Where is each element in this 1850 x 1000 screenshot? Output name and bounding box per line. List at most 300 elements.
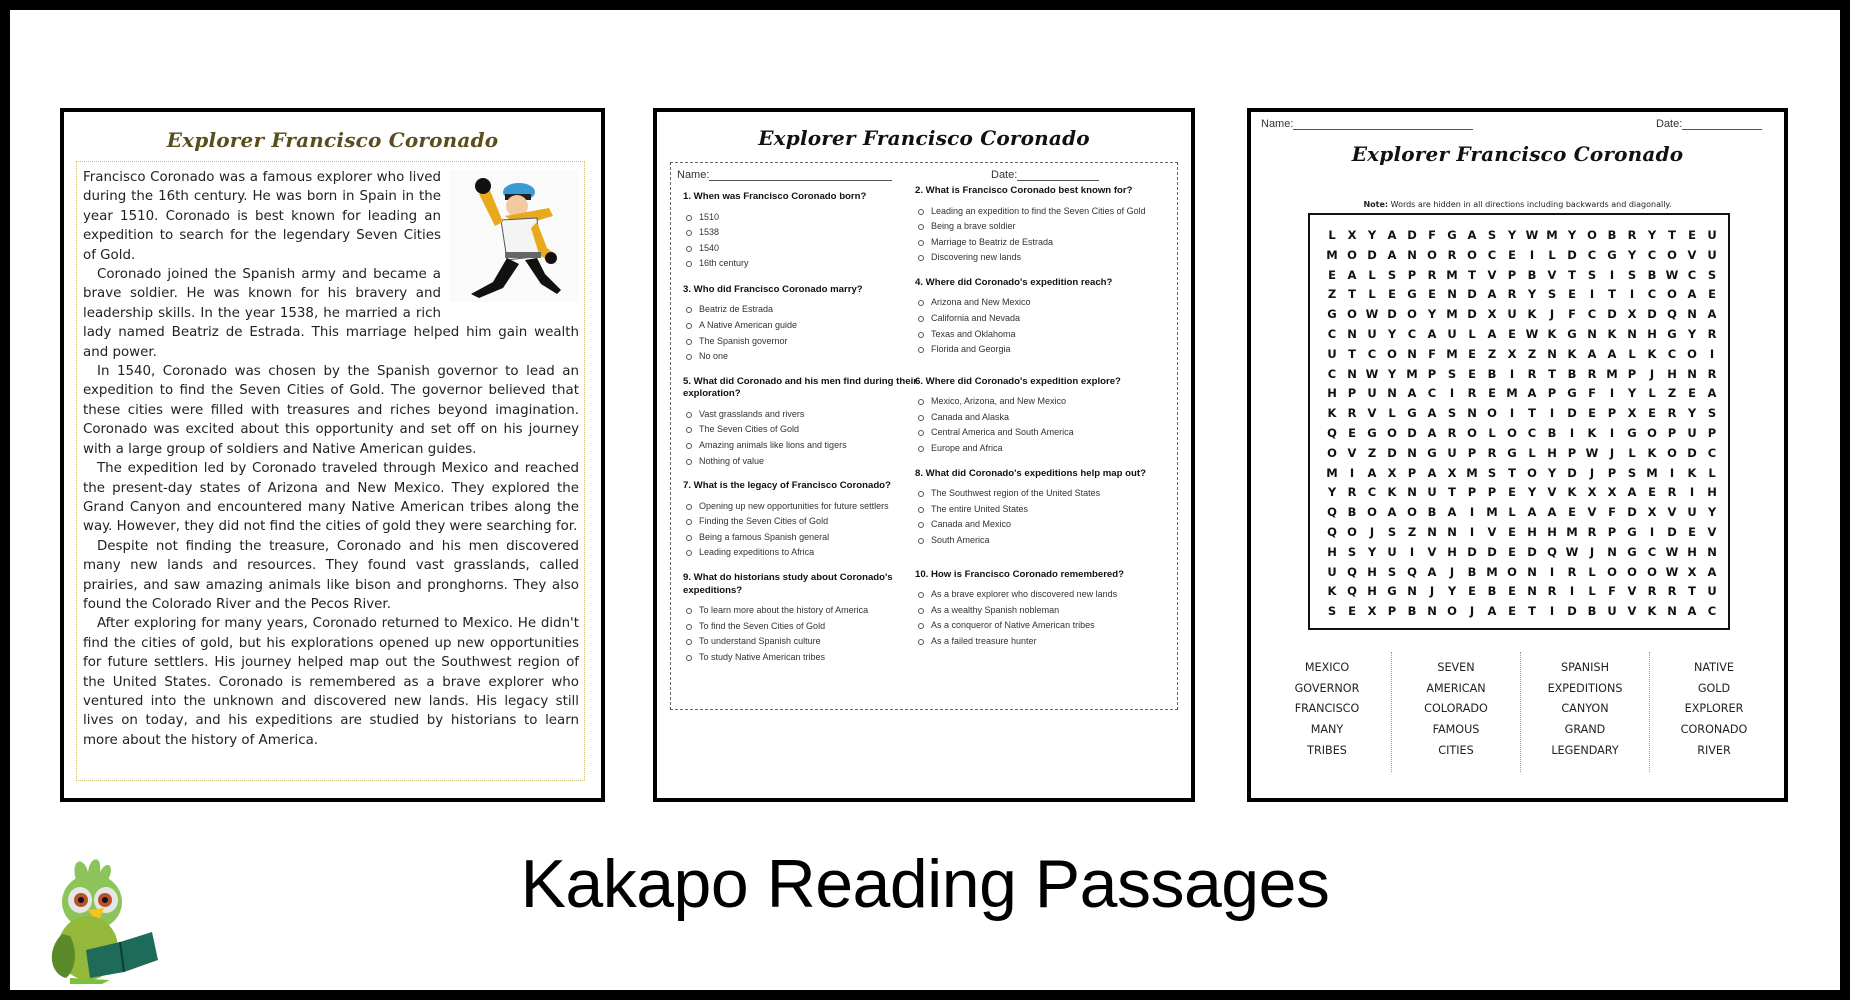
grid-letter[interactable]: E xyxy=(1508,247,1516,262)
grid-letter[interactable]: A xyxy=(1467,228,1477,242)
grid-letter[interactable]: E xyxy=(1508,584,1516,599)
answer-option[interactable] xyxy=(918,252,1160,264)
grid-letter[interactable]: M xyxy=(1466,465,1478,480)
grid-letter[interactable]: V xyxy=(1587,505,1597,520)
grid-letter[interactable]: S xyxy=(1447,366,1457,381)
answer-option[interactable] xyxy=(918,221,1160,233)
grid-letter[interactable]: I xyxy=(1509,406,1515,421)
grid-letter[interactable]: I xyxy=(1449,386,1455,401)
grid-letter[interactable]: N xyxy=(1627,326,1637,341)
grid-letter[interactable]: N xyxy=(1467,406,1477,421)
grid-letter[interactable]: H xyxy=(1327,386,1337,401)
grid-letter[interactable]: C xyxy=(1427,386,1437,401)
grid-letter[interactable]: N xyxy=(1347,366,1357,381)
word-search-page[interactable] xyxy=(1247,108,1788,802)
grid-letter[interactable]: V xyxy=(1347,445,1357,460)
grid-letter[interactable]: J xyxy=(1609,445,1615,460)
grid-letter[interactable]: D xyxy=(1527,544,1537,559)
grid-letter[interactable]: I xyxy=(1609,386,1615,401)
grid-letter[interactable]: A xyxy=(1627,485,1637,500)
grid-letter[interactable]: V xyxy=(1627,584,1637,599)
grid-letter[interactable]: F xyxy=(1588,386,1596,401)
grid-letter[interactable]: A xyxy=(1547,505,1557,520)
answer-option[interactable] xyxy=(918,589,1160,601)
grid-letter[interactable]: D xyxy=(1487,544,1497,559)
grid-letter[interactable]: R xyxy=(1447,247,1457,262)
grid-letter[interactable]: J xyxy=(1589,544,1595,559)
grid-letter[interactable]: Q xyxy=(1347,564,1357,579)
grid-letter[interactable]: S xyxy=(1707,406,1717,421)
grid-letter[interactable]: M xyxy=(1446,267,1458,282)
grid-letter[interactable]: T xyxy=(1348,346,1356,361)
grid-letter[interactable]: M xyxy=(1646,465,1658,480)
grid-letter[interactable]: N xyxy=(1527,564,1537,579)
grid-letter[interactable]: E xyxy=(1328,267,1336,282)
grid-letter[interactable]: F xyxy=(1608,505,1616,520)
grid-letter[interactable]: Y xyxy=(1387,326,1397,341)
grid-letter[interactable]: K xyxy=(1567,485,1577,500)
grid-letter[interactable]: L xyxy=(1468,326,1476,341)
grid-letter[interactable]: L xyxy=(1588,564,1596,579)
grid-letter[interactable]: O xyxy=(1407,505,1417,520)
grid-letter[interactable]: Y xyxy=(1567,228,1577,242)
grid-letter[interactable]: E xyxy=(1508,544,1516,559)
grid-letter[interactable]: O xyxy=(1667,247,1677,262)
grid-letter[interactable]: C xyxy=(1667,346,1677,361)
grid-letter[interactable]: O xyxy=(1447,604,1457,619)
grid-letter[interactable]: T xyxy=(1348,287,1356,302)
grid-letter[interactable]: I xyxy=(1649,524,1655,539)
grid-letter[interactable]: S xyxy=(1627,465,1637,480)
grid-letter[interactable]: E xyxy=(1468,584,1476,599)
answer-option[interactable] xyxy=(686,409,923,421)
grid-letter[interactable]: O xyxy=(1527,465,1537,480)
answer-option[interactable] xyxy=(918,443,1160,455)
grid-letter[interactable]: Q xyxy=(1667,307,1677,322)
grid-letter[interactable]: Q xyxy=(1327,425,1337,440)
grid-letter[interactable]: A xyxy=(1707,307,1717,322)
grid-letter[interactable]: A xyxy=(1427,406,1437,421)
grid-letter[interactable]: U xyxy=(1387,544,1397,559)
grid-letter[interactable]: J xyxy=(1649,366,1655,381)
grid-letter[interactable]: B xyxy=(1527,267,1537,282)
grid-letter[interactable]: V xyxy=(1487,524,1497,539)
grid-letter[interactable]: G xyxy=(1507,445,1517,460)
grid-letter[interactable]: P xyxy=(1407,267,1417,282)
grid-letter[interactable]: E xyxy=(1348,425,1356,440)
grid-letter[interactable]: D xyxy=(1567,247,1577,262)
grid-letter[interactable]: W xyxy=(1525,228,1539,242)
answer-option[interactable] xyxy=(918,504,1160,516)
grid-letter[interactable]: V xyxy=(1367,406,1377,421)
grid-letter[interactable]: C xyxy=(1587,247,1597,262)
answer-option[interactable] xyxy=(686,547,923,559)
grid-letter[interactable]: O xyxy=(1347,524,1357,539)
grid-letter[interactable]: D xyxy=(1627,505,1637,520)
grid-letter[interactable]: A xyxy=(1487,287,1497,302)
grid-letter[interactable]: T xyxy=(1468,267,1476,282)
grid-letter[interactable]: I xyxy=(1569,584,1575,599)
grid-letter[interactable]: F xyxy=(1428,346,1436,361)
grid-letter[interactable]: Y xyxy=(1327,485,1337,500)
grid-letter[interactable]: A xyxy=(1387,228,1397,242)
word-search-grid[interactable] xyxy=(1322,226,1722,622)
grid-letter[interactable]: U xyxy=(1427,485,1437,500)
grid-letter[interactable]: G xyxy=(1407,406,1417,421)
grid-letter[interactable]: E xyxy=(1508,485,1516,500)
grid-letter[interactable]: I xyxy=(1609,267,1615,282)
grid-letter[interactable]: M xyxy=(1486,564,1498,579)
answer-option[interactable] xyxy=(686,351,923,363)
grid-letter[interactable]: G xyxy=(1327,307,1337,322)
grid-letter[interactable]: D xyxy=(1407,425,1417,440)
grid-letter[interactable]: A xyxy=(1347,267,1357,282)
grid-letter[interactable]: C xyxy=(1687,267,1697,282)
grid-letter[interactable]: I xyxy=(1409,544,1415,559)
grid-letter[interactable]: P xyxy=(1607,524,1617,539)
grid-letter[interactable]: J xyxy=(1369,524,1375,539)
grid-letter[interactable]: S xyxy=(1707,267,1717,282)
grid-letter[interactable]: P xyxy=(1607,465,1617,480)
answer-option[interactable] xyxy=(918,297,1160,309)
grid-letter[interactable]: Z xyxy=(1527,346,1537,361)
grid-letter[interactable]: S xyxy=(1547,287,1557,302)
grid-letter[interactable]: O xyxy=(1347,307,1357,322)
grid-letter[interactable]: O xyxy=(1627,564,1637,579)
grid-letter[interactable]: R xyxy=(1587,366,1597,381)
grid-letter[interactable]: N xyxy=(1407,584,1417,599)
grid-letter[interactable]: A xyxy=(1707,386,1717,401)
grid-letter[interactable]: O xyxy=(1667,445,1677,460)
grid-letter[interactable]: H xyxy=(1707,485,1717,500)
grid-letter[interactable]: S xyxy=(1387,524,1397,539)
grid-letter[interactable]: R xyxy=(1707,366,1717,381)
grid-letter[interactable]: P xyxy=(1487,485,1497,500)
grid-letter[interactable]: E xyxy=(1468,366,1476,381)
answer-option[interactable] xyxy=(918,206,1160,218)
grid-letter[interactable]: N xyxy=(1587,326,1597,341)
grid-letter[interactable]: C xyxy=(1367,485,1377,500)
answer-option[interactable] xyxy=(686,336,923,348)
grid-letter[interactable]: S xyxy=(1387,564,1397,579)
grid-letter[interactable]: R xyxy=(1527,366,1537,381)
grid-letter[interactable]: M xyxy=(1546,228,1558,242)
answer-option[interactable] xyxy=(918,396,1160,408)
grid-letter[interactable]: H xyxy=(1547,524,1557,539)
grid-letter[interactable]: M xyxy=(1506,386,1518,401)
grid-letter[interactable]: T xyxy=(1508,465,1516,480)
grid-letter[interactable]: M xyxy=(1446,307,1458,322)
grid-letter[interactable]: A xyxy=(1687,287,1697,302)
grid-letter[interactable]: L xyxy=(1588,584,1596,599)
grid-letter[interactable]: S xyxy=(1387,267,1397,282)
grid-letter[interactable]: Y xyxy=(1527,485,1537,500)
grid-letter[interactable]: H xyxy=(1367,584,1377,599)
grid-letter[interactable]: R xyxy=(1667,485,1677,500)
grid-letter[interactable]: M xyxy=(1446,346,1458,361)
grid-letter[interactable]: O xyxy=(1507,564,1517,579)
grid-letter[interactable]: G xyxy=(1627,524,1637,539)
grid-letter[interactable]: E xyxy=(1648,406,1656,421)
grid-letter[interactable]: V xyxy=(1547,485,1557,500)
grid-letter[interactable]: R xyxy=(1447,425,1457,440)
grid-letter[interactable]: E xyxy=(1508,326,1516,341)
grid-letter[interactable]: Z xyxy=(1667,386,1677,401)
grid-letter[interactable]: B xyxy=(1647,267,1657,282)
grid-letter[interactable]: T xyxy=(1608,287,1616,302)
grid-letter[interactable]: N xyxy=(1407,247,1417,262)
grid-letter[interactable]: D xyxy=(1367,247,1377,262)
grid-letter[interactable]: V xyxy=(1627,604,1637,619)
grid-letter[interactable]: M xyxy=(1566,524,1578,539)
grid-letter[interactable]: O xyxy=(1647,564,1657,579)
grid-letter[interactable]: M xyxy=(1326,247,1338,262)
grid-letter[interactable]: K xyxy=(1567,346,1577,361)
grid-letter[interactable]: K xyxy=(1387,485,1397,500)
grid-letter[interactable]: A xyxy=(1387,247,1397,262)
grid-letter[interactable]: X xyxy=(1627,406,1637,421)
grid-letter[interactable]: U xyxy=(1707,247,1717,262)
grid-letter[interactable]: E xyxy=(1428,287,1436,302)
grid-letter[interactable]: B xyxy=(1607,228,1617,242)
grid-letter[interactable]: J xyxy=(1469,604,1475,619)
grid-letter[interactable]: N xyxy=(1607,544,1617,559)
answer-option[interactable] xyxy=(686,320,923,332)
answer-option[interactable] xyxy=(918,237,1160,249)
grid-letter[interactable]: D xyxy=(1567,604,1577,619)
grid-letter[interactable]: G xyxy=(1387,584,1397,599)
grid-letter[interactable]: K xyxy=(1547,326,1557,341)
grid-letter[interactable]: S xyxy=(1627,267,1637,282)
grid-letter[interactable]: H xyxy=(1527,524,1537,539)
grid-letter[interactable]: E xyxy=(1468,346,1476,361)
grid-letter[interactable]: Y xyxy=(1647,228,1657,242)
grid-letter[interactable]: H xyxy=(1327,544,1337,559)
grid-letter[interactable]: P xyxy=(1407,465,1417,480)
grid-letter[interactable]: A xyxy=(1607,346,1617,361)
grid-letter[interactable]: C xyxy=(1487,247,1497,262)
grid-letter[interactable]: K xyxy=(1647,604,1657,619)
grid-letter[interactable]: Q xyxy=(1547,544,1557,559)
grid-letter[interactable]: Y xyxy=(1507,228,1517,242)
grid-letter[interactable]: H xyxy=(1547,445,1557,460)
answer-option[interactable] xyxy=(918,605,1160,617)
grid-letter[interactable]: O xyxy=(1387,346,1397,361)
grid-letter[interactable]: P xyxy=(1387,604,1397,619)
grid-letter[interactable]: D xyxy=(1607,307,1617,322)
grid-letter[interactable]: K xyxy=(1527,307,1537,322)
grid-letter[interactable]: M xyxy=(1406,366,1418,381)
answer-option[interactable] xyxy=(686,304,923,316)
grid-letter[interactable]: R xyxy=(1627,228,1637,242)
grid-letter[interactable]: Y xyxy=(1627,386,1637,401)
grid-letter[interactable]: L xyxy=(1388,406,1396,421)
answer-option[interactable] xyxy=(686,532,923,544)
grid-letter[interactable]: G xyxy=(1407,287,1417,302)
grid-letter[interactable]: W xyxy=(1585,445,1599,460)
grid-letter[interactable]: D xyxy=(1467,544,1477,559)
grid-letter[interactable]: R xyxy=(1427,267,1437,282)
grid-letter[interactable]: C xyxy=(1527,425,1537,440)
grid-letter[interactable]: I xyxy=(1609,425,1615,440)
grid-letter[interactable]: A xyxy=(1427,425,1437,440)
grid-letter[interactable]: E xyxy=(1508,604,1516,619)
grid-letter[interactable]: W xyxy=(1665,564,1679,579)
grid-letter[interactable]: I xyxy=(1469,524,1475,539)
grid-letter[interactable]: O xyxy=(1427,247,1437,262)
grid-letter[interactable]: C xyxy=(1327,326,1337,341)
grid-letter[interactable]: P xyxy=(1547,386,1557,401)
grid-letter[interactable]: L xyxy=(1528,445,1536,460)
grid-letter[interactable]: G xyxy=(1427,445,1437,460)
grid-letter[interactable]: S xyxy=(1487,465,1497,480)
grid-letter[interactable]: J xyxy=(1589,465,1595,480)
grid-letter[interactable]: N xyxy=(1707,544,1717,559)
answer-option[interactable] xyxy=(686,227,923,239)
grid-letter[interactable]: H xyxy=(1647,326,1657,341)
grid-letter[interactable]: E xyxy=(1488,386,1496,401)
grid-letter[interactable]: X xyxy=(1587,485,1597,500)
grid-letter[interactable]: L xyxy=(1328,228,1336,242)
grid-letter[interactable]: O xyxy=(1327,445,1337,460)
grid-letter[interactable]: E xyxy=(1568,287,1576,302)
grid-letter[interactable]: E xyxy=(1688,524,1696,539)
grid-letter[interactable]: R xyxy=(1507,287,1517,302)
grid-letter[interactable]: Y xyxy=(1367,228,1377,242)
grid-letter[interactable]: V xyxy=(1667,505,1677,520)
grid-letter[interactable]: L xyxy=(1648,386,1656,401)
grid-letter[interactable]: A xyxy=(1407,386,1417,401)
grid-letter[interactable]: D xyxy=(1567,465,1577,480)
grid-letter[interactable]: R xyxy=(1667,406,1677,421)
grid-letter[interactable]: M xyxy=(1486,505,1498,520)
grid-letter[interactable]: A xyxy=(1427,564,1437,579)
grid-letter[interactable]: Z xyxy=(1367,445,1377,460)
grid-letter[interactable]: C xyxy=(1587,307,1597,322)
grid-letter[interactable]: C xyxy=(1367,346,1377,361)
grid-letter[interactable]: C xyxy=(1707,445,1717,460)
grid-letter[interactable]: I xyxy=(1589,287,1595,302)
grid-letter[interactable]: E xyxy=(1388,287,1396,302)
grid-letter[interactable]: Y xyxy=(1547,465,1557,480)
grid-letter[interactable]: W xyxy=(1525,326,1539,341)
grid-letter[interactable]: I xyxy=(1349,465,1355,480)
answer-option[interactable] xyxy=(686,424,923,436)
grid-letter[interactable]: I xyxy=(1529,247,1535,262)
grid-letter[interactable]: O xyxy=(1667,287,1677,302)
answer-option[interactable] xyxy=(918,427,1160,439)
grid-letter[interactable]: R xyxy=(1667,584,1677,599)
grid-letter[interactable]: B xyxy=(1587,604,1597,619)
grid-letter[interactable]: L xyxy=(1488,425,1496,440)
grid-letter[interactable]: O xyxy=(1367,505,1377,520)
grid-letter[interactable]: C xyxy=(1707,604,1717,619)
grid-letter[interactable]: O xyxy=(1587,228,1597,242)
grid-letter[interactable]: I xyxy=(1469,505,1475,520)
grid-letter[interactable]: T xyxy=(1568,267,1576,282)
grid-letter[interactable]: R xyxy=(1347,485,1357,500)
grid-letter[interactable]: D xyxy=(1467,287,1477,302)
grid-letter[interactable]: G xyxy=(1567,326,1577,341)
grid-letter[interactable]: P xyxy=(1667,425,1677,440)
grid-letter[interactable]: R xyxy=(1647,584,1657,599)
grid-letter[interactable]: C xyxy=(1647,544,1657,559)
grid-letter[interactable]: U xyxy=(1447,445,1457,460)
grid-letter[interactable]: D xyxy=(1387,445,1397,460)
grid-letter[interactable]: H xyxy=(1667,366,1677,381)
grid-letter[interactable]: B xyxy=(1347,505,1357,520)
grid-letter[interactable]: G xyxy=(1367,425,1377,440)
grid-letter[interactable]: N xyxy=(1347,326,1357,341)
grid-letter[interactable]: W xyxy=(1665,267,1679,282)
grid-letter[interactable]: J xyxy=(1449,564,1455,579)
grid-letter[interactable]: N xyxy=(1687,366,1697,381)
grid-letter[interactable]: I xyxy=(1689,485,1695,500)
grid-letter[interactable]: M xyxy=(1326,465,1338,480)
grid-letter[interactable]: R xyxy=(1707,326,1717,341)
grid-letter[interactable]: H xyxy=(1447,544,1457,559)
grid-letter[interactable]: U xyxy=(1507,307,1517,322)
grid-letter[interactable]: X xyxy=(1607,485,1617,500)
grid-letter[interactable]: N xyxy=(1427,524,1437,539)
grid-letter[interactable]: D xyxy=(1647,307,1657,322)
grid-letter[interactable]: A xyxy=(1487,326,1497,341)
grid-letter[interactable]: L xyxy=(1628,346,1636,361)
grid-letter[interactable]: A xyxy=(1427,465,1437,480)
grid-letter[interactable]: T xyxy=(1688,584,1696,599)
grid-letter[interactable]: K xyxy=(1327,406,1337,421)
answer-option[interactable] xyxy=(918,344,1160,356)
grid-letter[interactable]: U xyxy=(1327,346,1337,361)
grid-letter[interactable]: G xyxy=(1447,228,1457,242)
grid-letter[interactable]: U xyxy=(1607,604,1617,619)
grid-letter[interactable]: C xyxy=(1647,287,1657,302)
grid-letter[interactable]: O xyxy=(1607,564,1617,579)
grid-letter[interactable]: O xyxy=(1647,425,1657,440)
grid-letter[interactable]: N xyxy=(1447,524,1457,539)
grid-letter[interactable]: L xyxy=(1368,287,1376,302)
grid-letter[interactable]: G xyxy=(1627,544,1637,559)
answer-option[interactable] xyxy=(686,456,923,468)
grid-letter[interactable]: A xyxy=(1527,505,1537,520)
grid-letter[interactable]: Q xyxy=(1347,584,1357,599)
grid-letter[interactable]: S xyxy=(1327,604,1337,619)
grid-letter[interactable]: Q xyxy=(1327,524,1337,539)
grid-letter[interactable]: O xyxy=(1507,425,1517,440)
grid-letter[interactable]: X xyxy=(1347,228,1357,242)
grid-letter[interactable]: J xyxy=(1549,307,1555,322)
grid-letter[interactable]: D xyxy=(1467,307,1477,322)
answer-option[interactable] xyxy=(686,652,923,664)
grid-letter[interactable]: A xyxy=(1387,505,1397,520)
grid-letter[interactable]: N xyxy=(1667,604,1677,619)
reading-passage-page[interactable] xyxy=(60,108,605,802)
grid-letter[interactable]: V xyxy=(1707,524,1717,539)
answer-option[interactable] xyxy=(918,412,1160,424)
grid-letter[interactable]: A xyxy=(1687,604,1697,619)
grid-letter[interactable]: A xyxy=(1707,564,1717,579)
grid-letter[interactable]: G xyxy=(1567,386,1577,401)
grid-letter[interactable]: P xyxy=(1607,406,1617,421)
grid-letter[interactable]: K xyxy=(1647,445,1657,460)
grid-letter[interactable]: U xyxy=(1707,228,1717,242)
grid-letter[interactable]: L xyxy=(1368,267,1376,282)
grid-letter[interactable]: D xyxy=(1567,406,1577,421)
answer-option[interactable] xyxy=(686,212,923,224)
answer-option[interactable] xyxy=(918,488,1160,500)
grid-letter[interactable]: Z xyxy=(1327,287,1337,302)
answer-option[interactable] xyxy=(918,535,1160,547)
